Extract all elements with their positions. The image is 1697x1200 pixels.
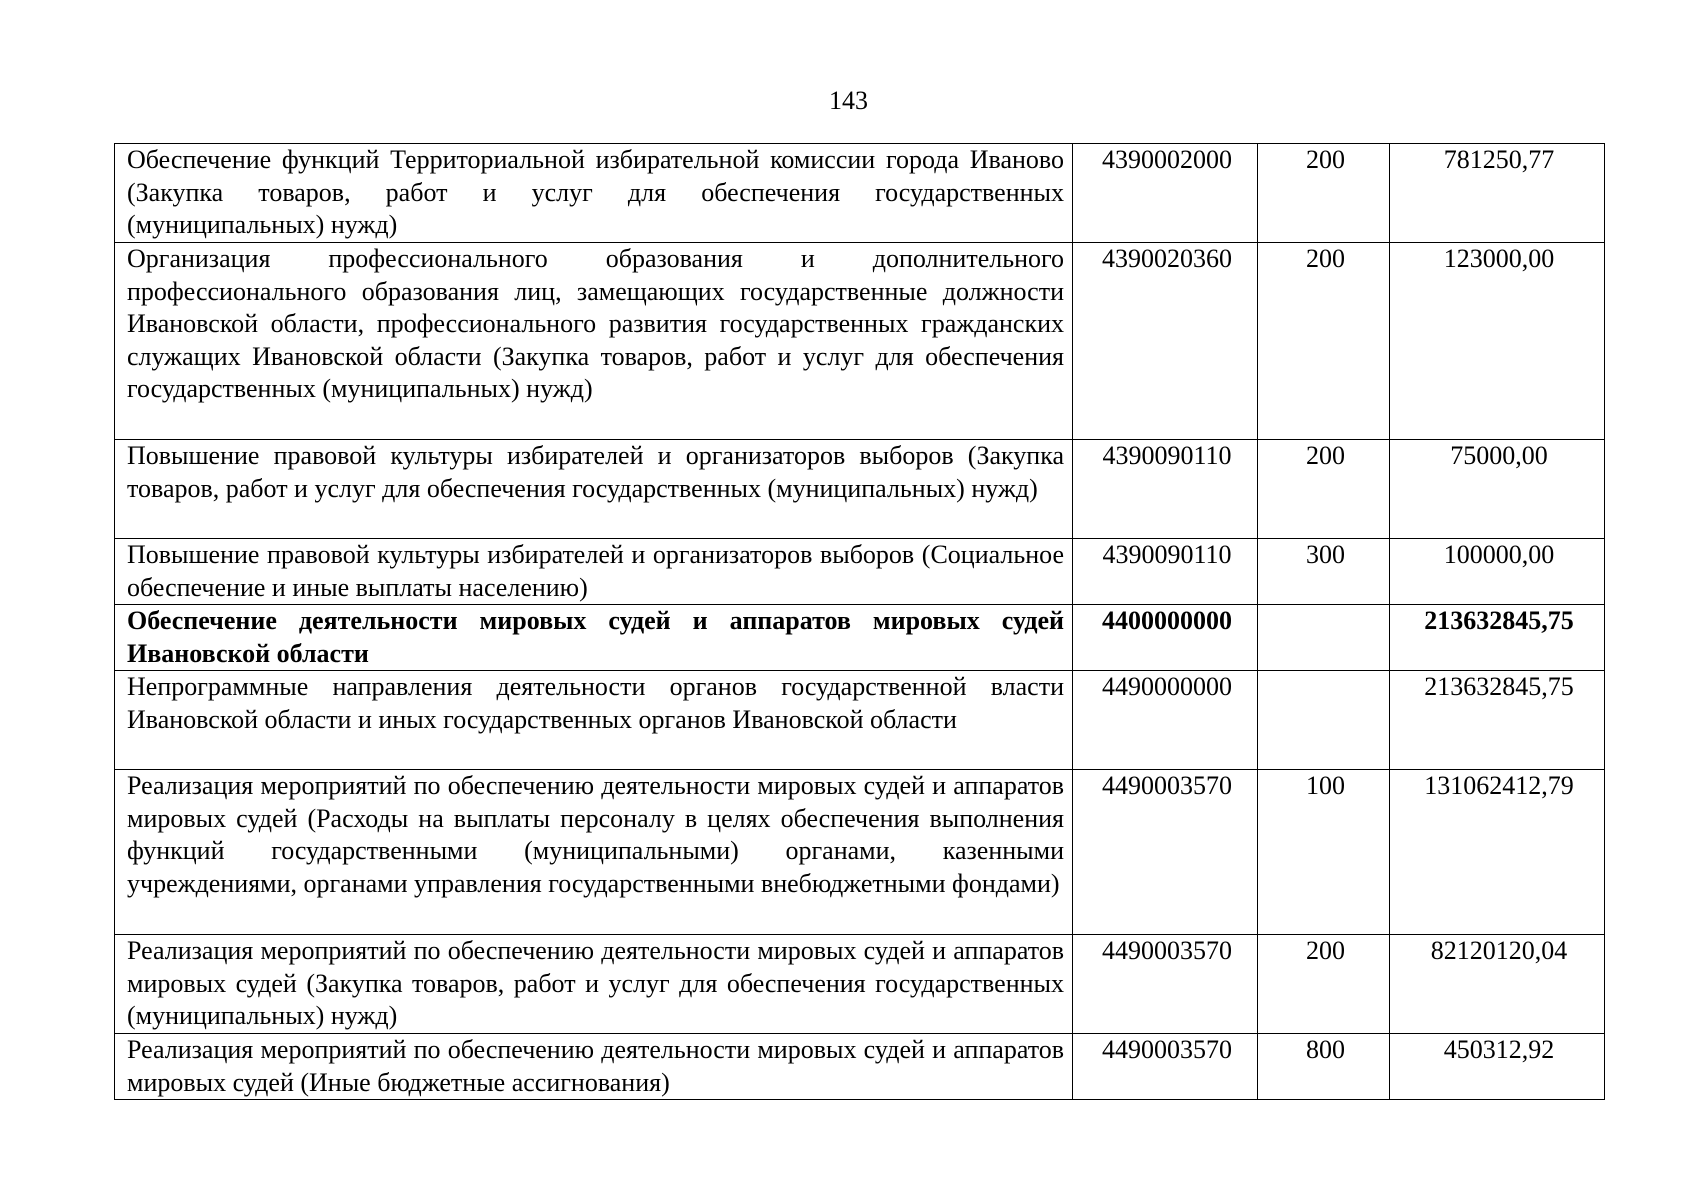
row-code: 4390020360: [1073, 243, 1258, 440]
row-amount: 450312,92: [1390, 1034, 1605, 1100]
row-expense-type: 200: [1258, 935, 1390, 1034]
table-row: [115, 1034, 1605, 1100]
row-code: 4490003570: [1073, 770, 1258, 935]
table-row: [115, 935, 1605, 1034]
row-expense-type: [1258, 605, 1390, 671]
row-name: Реализация мероприятий по обеспечению деятельности мировых судей и аппаратов мировых судей (Расходы на выплаты персоналу в целях обеспечения выполнения функций государственными (муниципальными) органами, казенными учреждениями, органами управления государственными внебюджетными фондами): [115, 770, 1073, 935]
row-name: Реализация мероприятий по обеспечению деятельности мировых судей и аппаратов мировых судей (Иные бюджетные ассигнования): [115, 1034, 1073, 1100]
row-amount: 75000,00: [1390, 440, 1605, 539]
row-expense-type: 100: [1258, 770, 1390, 935]
row-code: 4390090110: [1073, 440, 1258, 539]
table-row: [115, 539, 1605, 605]
table-row: [115, 671, 1605, 770]
row-code: 4390090110: [1073, 539, 1258, 605]
row-name: Непрограммные направления деятельности органов государственной власти Ивановской области и иных государственных органов Ивановской области: [115, 671, 1073, 770]
row-expense-type: 200: [1258, 144, 1390, 243]
row-name: Повышение правовой культуры избирателей и организаторов выборов (Закупка товаров, работ и услуг для обеспечения государственных (муниципальных) нужд): [115, 440, 1073, 539]
row-amount: 100000,00: [1390, 539, 1605, 605]
row-name: Реализация мероприятий по обеспечению деятельности мировых судей и аппаратов мировых судей (Закупка товаров, работ и услуг для обеспечения государственных (муниципальных) нужд): [115, 935, 1073, 1034]
budget-table-body: [115, 144, 1605, 1100]
row-name: Организация профессионального образования и дополнительного профессионального образования лиц, замещающих государственные должности Ивановской области, профессионального развития государственных гражданских служащих Ивановской области (Закупка товаров, работ и услуг для обеспечения государственных (муниципальных) нужд): [115, 243, 1073, 440]
row-code: 4390002000: [1073, 144, 1258, 243]
row-expense-type: [1258, 671, 1390, 770]
page-number: 143: [829, 86, 868, 115]
row-code: 4490003570: [1073, 935, 1258, 1034]
budget-table: [114, 143, 1605, 1100]
row-name: Повышение правовой культуры избирателей и организаторов выборов (Социальное обеспечение и иные выплаты населению): [115, 539, 1073, 605]
table-row: [115, 770, 1605, 935]
table-row: [115, 144, 1605, 243]
row-code: 4400000000: [1073, 605, 1258, 671]
table-row: [115, 243, 1605, 440]
row-expense-type: 200: [1258, 243, 1390, 440]
row-amount: 131062412,79: [1390, 770, 1605, 935]
row-amount: 213632845,75: [1390, 671, 1605, 770]
row-expense-type: 300: [1258, 539, 1390, 605]
row-amount: 213632845,75: [1390, 605, 1605, 671]
row-name: Обеспечение функций Территориальной избирательной комиссии города Иваново (Закупка товаров, работ и услуг для обеспечения государственных (муниципальных) нужд): [115, 144, 1073, 243]
row-expense-type: 800: [1258, 1034, 1390, 1100]
row-code: 4490003570: [1073, 1034, 1258, 1100]
row-name: Обеспечение деятельности мировых судей и аппаратов мировых судей Ивановской области: [115, 605, 1073, 671]
row-amount: 781250,77: [1390, 144, 1605, 243]
row-amount: 82120120,04: [1390, 935, 1605, 1034]
row-amount: 123000,00: [1390, 243, 1605, 440]
table-row: [115, 440, 1605, 539]
row-code: 4490000000: [1073, 671, 1258, 770]
table-row: [115, 605, 1605, 671]
row-expense-type: 200: [1258, 440, 1390, 539]
